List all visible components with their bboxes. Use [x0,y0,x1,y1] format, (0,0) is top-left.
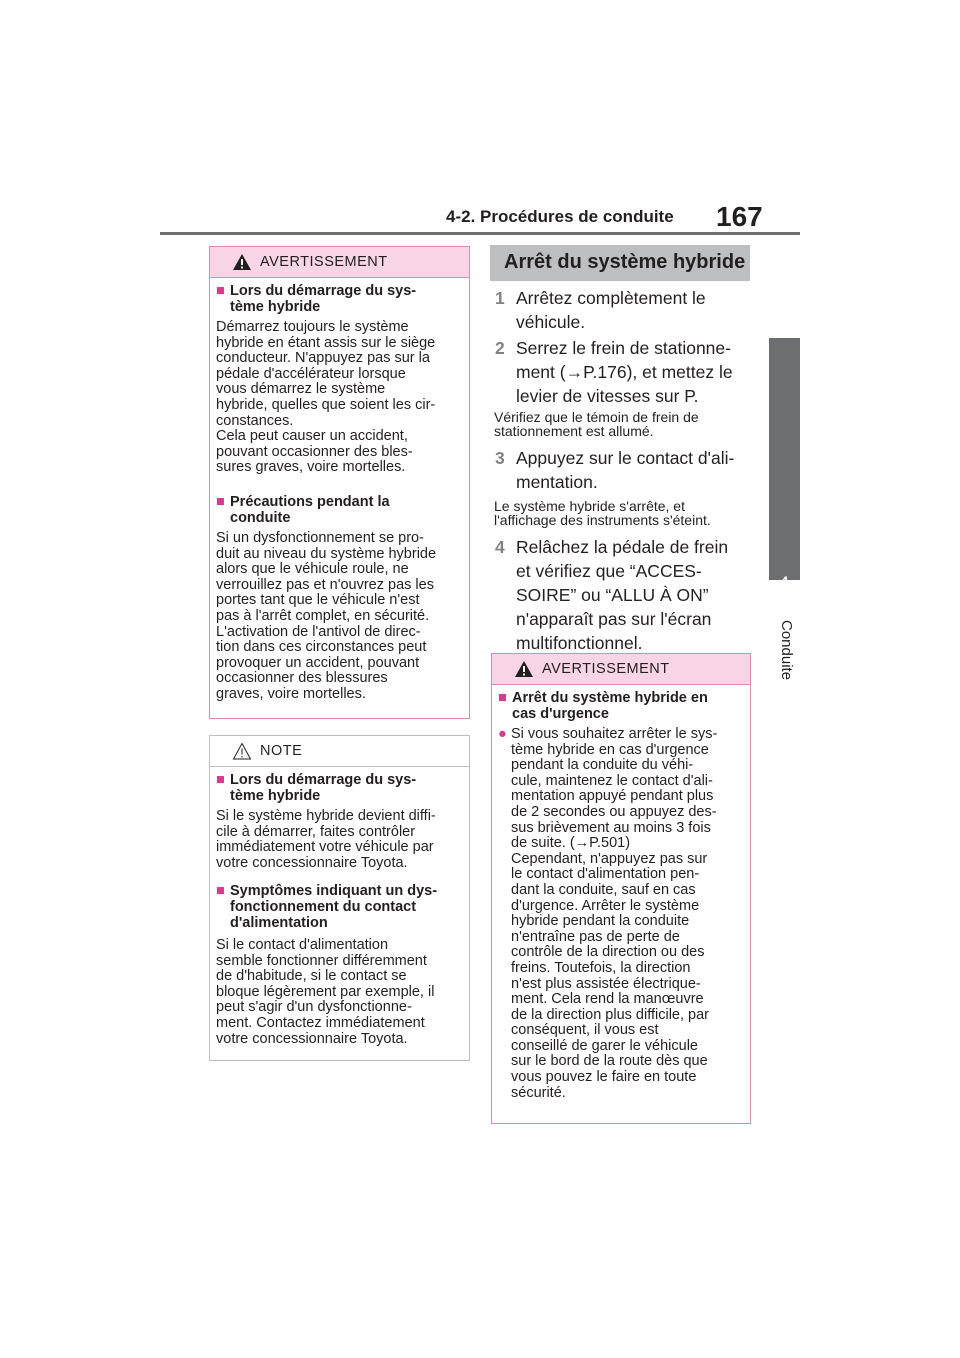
note-line: stationnement est allumé. [494,423,654,439]
item-title-line: conduite [230,510,291,526]
header-rule [160,232,800,235]
text-line: n'est plus assistée électrique- [511,975,701,992]
step-line: Appuyez sur le contact d'ali- [516,448,735,468]
note-item-text [216,809,436,871]
warning-box [209,246,470,719]
step-line: ment (→P.176), et mettez le [516,362,733,382]
text-line: Cependant, n'appuyez pas sur [511,850,708,867]
text-line: pendant la conduite du véhi- [511,757,694,774]
note-item-title [216,772,416,804]
step-2 [495,336,733,408]
text-line: de d'habitude, si le contact se [216,968,407,985]
text-line: sus brièvement au moins 3 fois [511,819,711,836]
warning-bullet [498,727,717,1101]
note-line: l'affichage des instruments s'éteint. [494,512,711,528]
text-line: cule, maintenez le contact d'ali- [511,772,713,789]
step-line: levier de vitesses sur P. [516,386,699,406]
text-line: ment. Contactez immédiatement [216,1014,425,1031]
text-line: L'activation de l'antivol de direc- [216,623,421,640]
chapter-label-wrap [775,620,795,700]
step-line: n'apparaît pas sur l'écran [516,609,712,629]
step-number: 2 [495,338,505,358]
text-line: sécurité. [511,1084,566,1101]
text-line: Si le contact d'alimentation [216,937,389,953]
text-line: votre concessionnaire Toyota. [216,854,408,871]
chapter-number: 4 [780,573,789,589]
item-title-line: Précautions pendant la [230,494,390,510]
warning-box-header [492,654,750,685]
text-line: hybride en étant assis sur le siège [216,334,436,351]
warning-item-title [498,690,708,722]
text-line: occasionner des blessures [216,670,388,687]
step-line: Relâchez la pédale de frein [516,537,729,557]
warning-item-title [216,494,390,526]
item-title-line: Arrêt du système hybride en [512,690,708,706]
warning-item-text [216,531,436,703]
section-title: Arrêt du système hybride [490,245,750,281]
text-line: ment. Cela rend la manœuvre [511,991,704,1008]
text-line: hybride, quelles que soient les cir- [216,396,436,413]
text-line: de 2 secondes ou appuyez des- [511,803,717,820]
text-line: contrôle de la direction ou des [511,944,705,961]
text-line: votre concessionnaire Toyota. [216,1030,408,1047]
step-number: 4 [495,537,505,557]
warning-box-title: AVERTISSEMENT [260,254,388,270]
warning-item-text [216,320,435,476]
item-title-line: d'alimentation [230,915,328,931]
note-box [209,735,470,1061]
step-1 [495,286,706,334]
text-line: freins. Toutefois, la direction [511,959,691,976]
text-line: peut s'agir d'un dysfonctionne- [216,999,412,1016]
text-line: graves, voire mortelles. [216,685,366,702]
text-line: verrouillez pas et n'ouvrez pas les [216,576,434,593]
step-line: Arrêtez complètement le [516,288,706,308]
item-title-line: Lors du démarrage du sys- [230,772,417,788]
text-line: Si le système hybride devient diffi- [216,808,436,824]
page-number: 167 [716,201,763,232]
step-number: 3 [495,448,505,468]
step-line: et vérifiez que “ACCES- [516,561,702,581]
text-line: Si un dysfonctionnement se pro- [216,530,424,546]
text-line: vous démarrez le système [216,381,386,398]
section-header: 4-2. Procédures de conduite [446,207,674,226]
text-line: mentation appuyé pendant plus [511,788,714,805]
item-title-line: tème hybride [230,299,321,315]
chapter-tab [769,338,800,580]
text-line: sur le bord de la route dès que [511,1053,708,1070]
text-line: semble fonctionner différemment [216,952,427,969]
item-title-line: Lors du démarrage du sys- [230,283,417,299]
text-line: cile à démarrer, faites contrôler [216,823,416,840]
text-line: de suite. (→P.501) [511,835,631,852]
warning-box-header [210,247,469,278]
text-line: tion dans ces circonstances peut [216,639,427,656]
item-title-line: tème hybride [230,788,321,804]
note-box-title: NOTE [260,743,303,759]
text-line: immédiatement votre véhicule par [216,839,434,856]
text-line: provoquer un accident, pouvant [216,654,420,671]
step-4 [495,535,729,655]
step-line: SOIRE” ou “ALLU À ON” [516,585,709,605]
step-line: mentation. [516,472,598,492]
text-line: d'urgence. Arrêter le système [511,897,700,914]
text-line: pouvant occasionner des bles- [216,443,413,460]
chapter-label: Conduite [778,620,795,681]
note-item-title [216,883,437,931]
circle-bullet-icon: ● [498,726,507,742]
note-item-text [216,938,434,1047]
note-box-header [210,736,469,767]
note-triangle-icon [232,742,252,760]
warning-box-title: AVERTISSEMENT [542,661,670,677]
text-line: Si vous souhaitez arrêter le sys- [511,726,718,742]
step-line: multifonctionnel. [516,633,643,653]
text-line: le contact d'alimentation pen- [511,866,700,883]
text-line: conducteur. N'appuyez pas sur la [216,350,430,367]
text-line: bloque légèrement par exemple, il [216,983,435,1000]
step-note [494,410,699,438]
step-note [494,499,711,527]
text-line: pas à l'arrêt complet, en sécurité. [216,607,430,624]
square-bullet-icon: ■ [216,883,225,899]
step-line: Serrez le frein de stationne- [516,338,731,358]
square-bullet-icon: ■ [498,690,507,706]
text-line: de la direction plus difficile, par [511,1006,710,1023]
text-line: dant la conduite, sauf en cas [511,881,696,898]
text-line: tème hybride en cas d'urgence [511,741,709,758]
step-3 [495,446,735,494]
square-bullet-icon: ■ [216,494,225,510]
text-line: hybride pendant la conduite [511,913,690,930]
item-title-line: cas d'urgence [512,706,609,722]
text-line: duit au niveau du système hybride [216,545,437,562]
text-line: Cela peut causer un accident, [216,428,408,445]
square-bullet-icon: ■ [216,283,225,299]
text-line: conseillé de garer le véhicule [511,1037,698,1054]
item-title-line: fonctionnement du contact [230,899,417,915]
note-line: Le système hybride s'arrête, et [494,498,685,514]
warning-triangle-icon [232,253,252,271]
note-line: Vérifiez que le témoin de frein de [494,409,699,425]
item-title-line: Symptômes indiquant un dys- [230,883,438,899]
text-line: constances. [216,412,294,429]
text-line: n'entraîne pas de perte de [511,928,680,945]
text-line: vous pouvez le faire en toute [511,1069,697,1086]
text-line: alors que le véhicule roule, ne [216,561,409,578]
text-line: sures graves, voire mortelles. [216,459,406,476]
warning-box [491,653,751,1124]
text-line: conséquent, il vous est [511,1022,659,1039]
step-number: 1 [495,288,505,308]
text-line: pédale d'accélérateur lorsque [216,365,406,382]
text-line: portes tant que le véhicule n'est [216,592,420,609]
warning-triangle-icon [514,660,534,678]
warning-item-title [216,283,416,315]
square-bullet-icon: ■ [216,772,225,788]
text-line: Démarrez toujours le système [216,319,409,335]
step-line: véhicule. [516,312,586,332]
